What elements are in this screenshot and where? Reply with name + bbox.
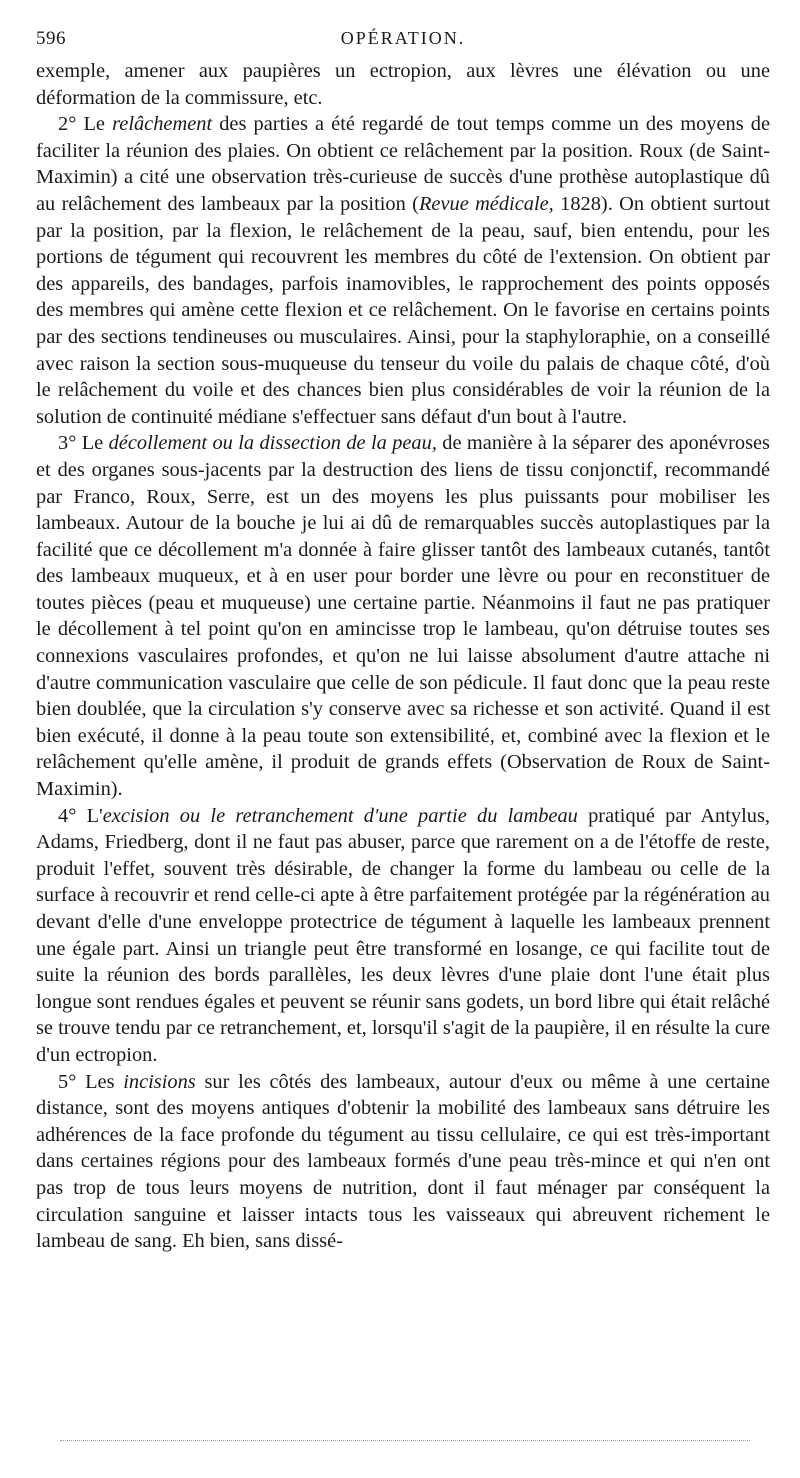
text-run: 1828). On obtient surtout par la position, par la flexion, le relâchement de la peau, sauf, bien entendu, pour les portions de tégument qui recouvrent les membres du côté de l'extension. On obtient par des appareils, des bandages, parfois inamovibles, le rapprochement des points opposés des membres qui amène cette flexion et ce relâchement. On le favorise en certains points par des sections tendineuses ou musculaires. Ainsi, pour la staphyloraphie, on a conseillé avec raison la section sous-muqueuse du tenseur du voile du palais de chaque côté, d'où le relâchement du voile et des chances bien plus considérables de voir la réunion de la solution de continuité médiane s'effectuer sans défaut d'un bout à l'autre. — [36, 192, 770, 428]
text-run: 2° Le — [58, 113, 113, 136]
paragraph-excision — [36, 803, 770, 1069]
text-run: 4° L' — [58, 804, 103, 827]
text-run: sur les côtés des lambeaux, autour d'eux ou même à une certaine distance, sont des moyens antiques d'obtenir la mobilité des lambeaux sans détruire les adhérences de la face profonde du tégument au tissu cellulaire, ce qui est très-important dans certaines régions pour des lambeaux formés d'une peau très-mince et qui n'en ont pas trop de tous leurs moyens de nutrition, dont il faut ménager par conséquent la circulation sanguine et laisser intacts tous les vaisseaux qui abreuvent richement le lambeau de sang. Eh bien, sans dissé- — [36, 1070, 770, 1253]
footer-dotted-rule — [60, 1440, 750, 1441]
text-run: de manière à la séparer des aponévroses et des organes sous-jacents par la destruction des liens de tissu conjonctif, recommandé par Franco, Roux, Serre, est un des moyens les plus puissants pour mobiliser les lambeaux. Autour de la bouche je lui ai dû de remarquables succès autoplastiques par la facilité que ce décollement m'a donnée à faire glisser tantôt des lambeaux cutanés, tantôt des lambeaux muqueux, et à en user pour border une lèvre ou pour en reconstituer de toutes pièces (peau et muqueuse) une certaine partie. Néanmoins il faut ne pas pratiquer le décollement à tel point qu'on en amincisse trop le lambeau, qu'on détruise toutes ses connexions vasculaires profondes, et qu'on ne lui laisse absolument d'autre attache ni d'autre communication vasculaire que celle de son pédicule. Il faut donc que la peau reste bien doublée, que la circulation s'y conserve avec sa richesse et son activité. Quand il est bien exécuté, il donne à la peau toute son extensibilité, et, combiné avec la flexion et le relâchement qu'elle amène, il produit de grands effets (Observation de Roux de Saint-Maximin). — [36, 432, 770, 801]
italic-text-run: excision ou le retranchement d'une partie du lambeau — [102, 804, 578, 827]
text-run: pratiqué par Antylus, Adams, Friedberg, dont il ne faut pas abuser, parce que rarement on a de l'étoffe de reste, produit l'effet, souvent très désirable, de changer la forme du lambeau ou celle de la surface à recouvrir et rend celle-ci apte à être parfaitement protégée par la régénération au devant d'elle d'une enveloppe protectrice de tégument à laquelle les lambeaux prennent une égale part. Ainsi un triangle peut être transformé en losange, ce qui facilite tout de suite la réunion des bords parallèles, les deux lèvres d'une plaie dont l'une était plus longue sont rendues égales et peuvent se réunir sans godets, un bord libre qui était relâché se trouve tendu par ce retranchement, et, lorsqu'il s'agit de la paupière, il en résulte la cure d'un ectropion. — [36, 804, 770, 1066]
paragraph-continuation — [36, 58, 770, 111]
text-run: 3° Le — [58, 432, 109, 455]
text-run: des parties a été regardé de tout temps comme un des moyens de faciliter la réunion des plaies. On obtient ce relâchement par la position. Roux (de Saint-Maximin) a cité une observation très-curieuse de succès d'une prothèse autoplastique dû au relâchement des lambeaux par la position ( — [36, 113, 770, 215]
text-run: exemple, amener aux paupières un ectropion, aux lèvres une élévation ou une déformation de la commissure, etc. — [36, 60, 770, 109]
body-text — [36, 58, 770, 1255]
text-run: 5° Les — [58, 1070, 124, 1093]
italic-text-run: Revue médicale, — [418, 192, 554, 215]
running-title: OPÉRATION. — [340, 28, 466, 48]
italic-text-run: relâchement — [112, 113, 213, 136]
paragraph-relachement — [36, 111, 770, 430]
italic-text-run: décollement ou la dissection de la peau, — [108, 432, 437, 455]
italic-text-run: incisions — [123, 1070, 196, 1093]
page-number: 596 — [36, 28, 66, 49]
page-header — [36, 28, 770, 58]
book-page — [36, 28, 770, 1255]
paragraph-incisions — [36, 1069, 770, 1255]
paragraph-decollement — [36, 430, 770, 802]
